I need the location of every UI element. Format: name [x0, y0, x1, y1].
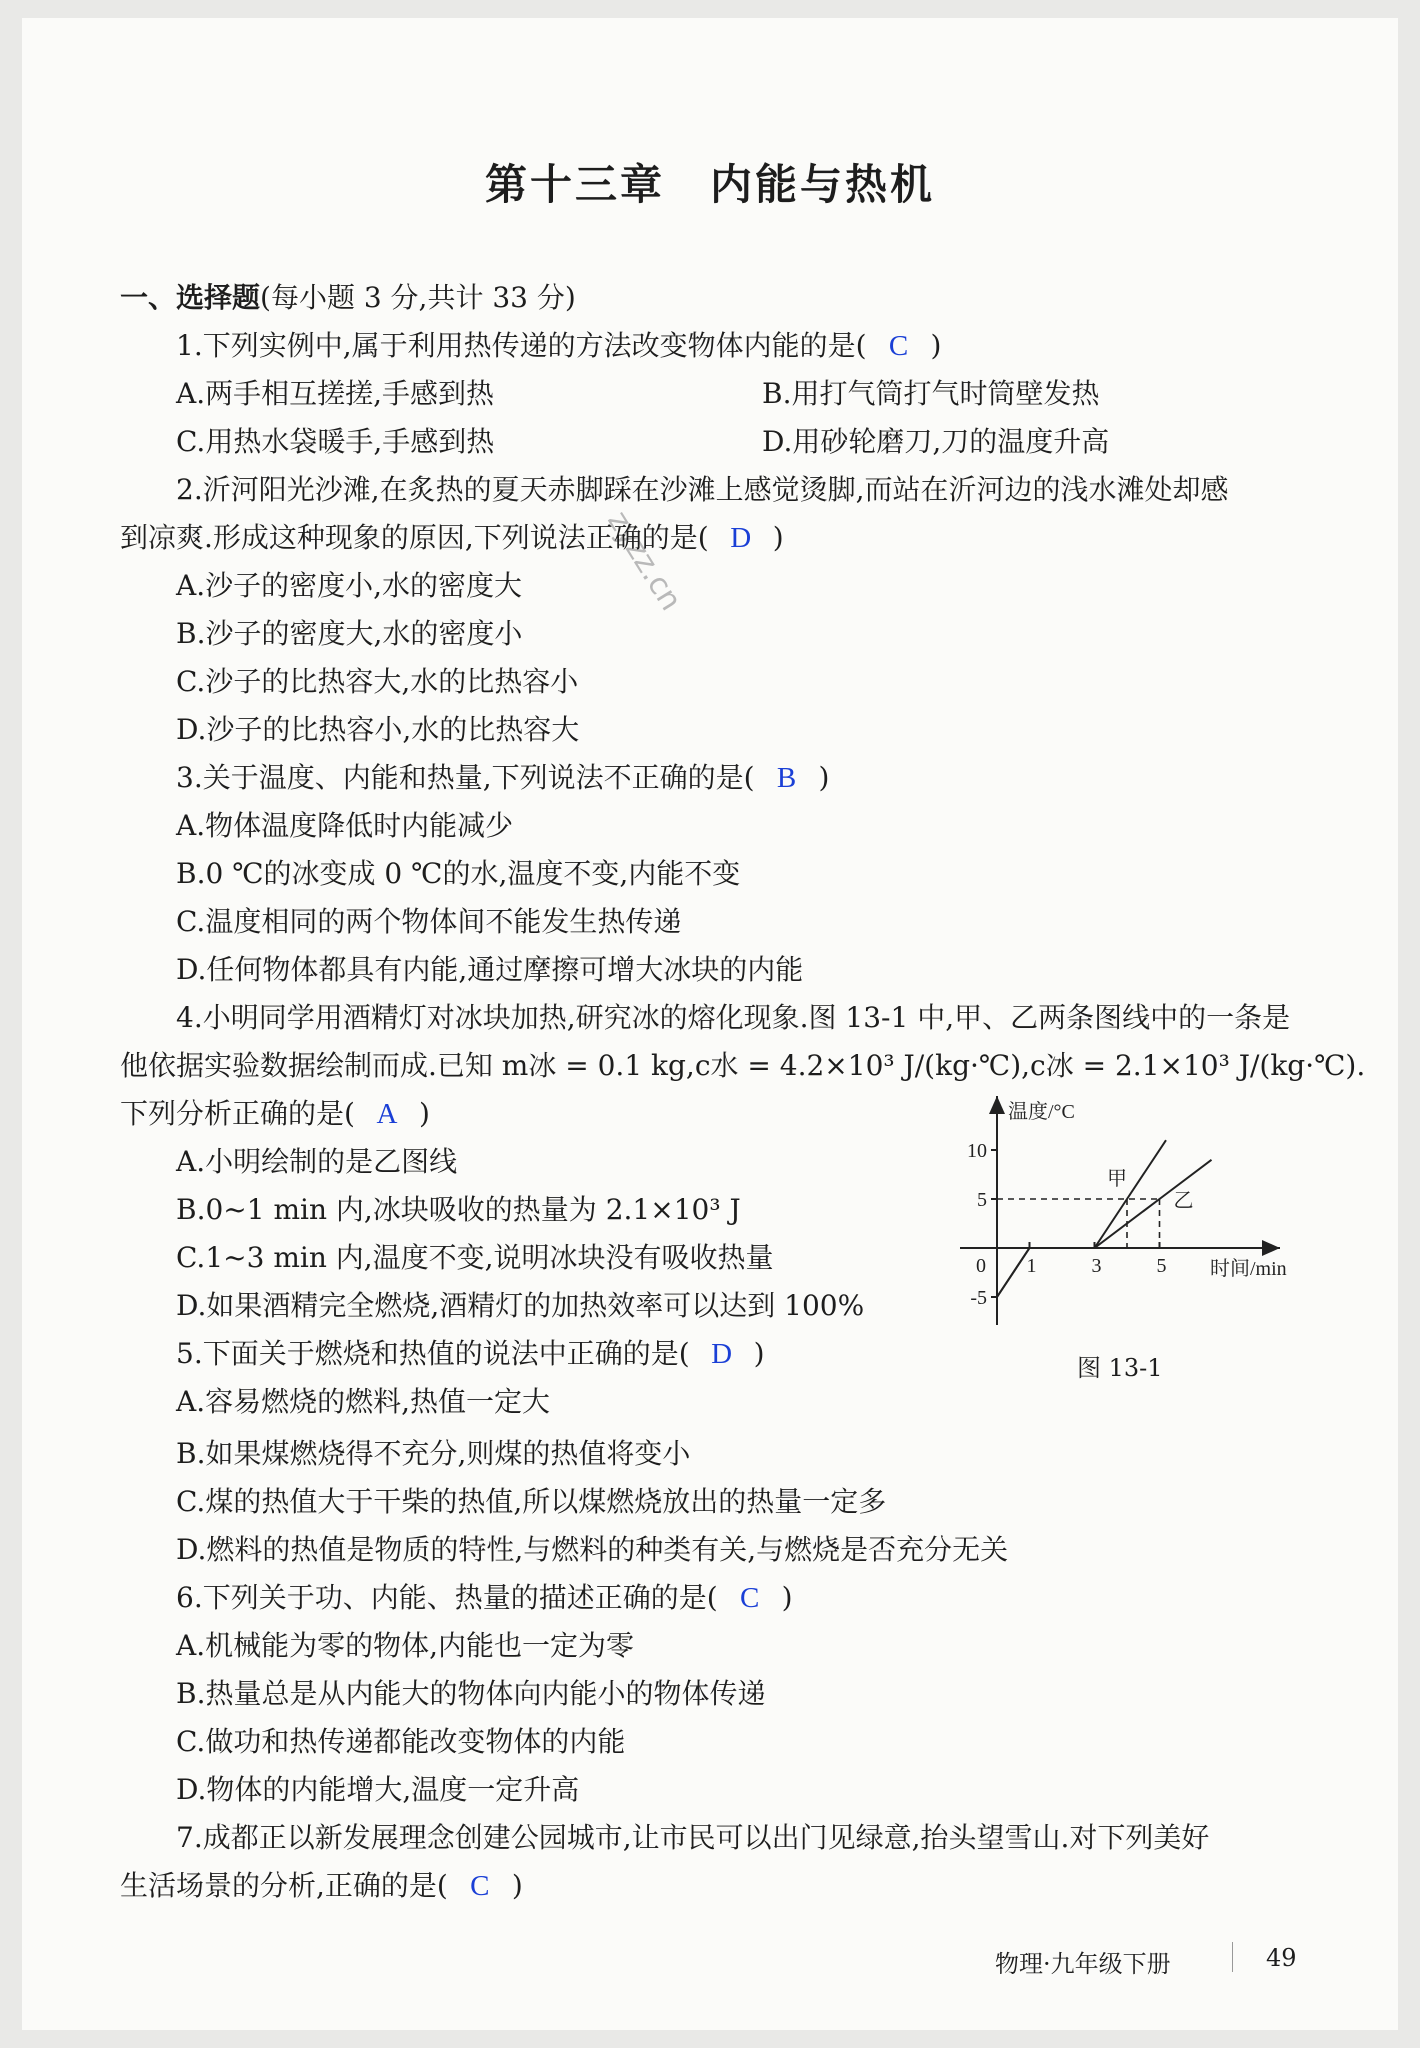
question-5-stem	[176, 1334, 765, 1374]
series-line-1	[997, 1140, 1166, 1297]
question-7-stem-line1: 7.成都正以新发展理念创建公园城市,让市民可以出门见绿意,抬头望雪山.对下列美好	[176, 1821, 1210, 1854]
question-4-stem-line2: 他依据实验数据绘制而成.已知 m冰 = 0.1 kg,c水 = 4.2×10³ J/(kg·℃),c冰 = 2.1×10³ J/(kg·℃).	[120, 1049, 1366, 1082]
q1-option-a: A.两手相互搓搓,手感到热	[176, 377, 495, 410]
paren-close: )	[781, 1581, 793, 1614]
question-text: 生活场景的分析,正确的是(	[120, 1869, 448, 1902]
footer-divider	[1232, 1942, 1233, 1972]
q2-option-a: A.沙子的密度小,水的密度大	[176, 569, 523, 602]
question-2-stem-line1: 2.沂河阳光沙滩,在炙热的夏天赤脚踩在沙滩上感觉烫脚,而站在沂河边的浅水滩处却感	[176, 473, 1229, 506]
x-tick-label: 1	[1026, 1255, 1037, 1277]
answer-mark: D	[711, 1338, 733, 1370]
answer-mark: D	[730, 522, 752, 554]
paren-close: )	[511, 1869, 523, 1902]
q6-option-c: C.做功和热传递都能改变物体的内能	[176, 1725, 626, 1758]
question-text: 6.下列关于功、内能、热量的描述正确的是(	[176, 1581, 718, 1614]
question-text: 1.下列实例中,属于利用热传递的方法改变物体内能的是(	[176, 329, 867, 362]
paren-close: )	[753, 1337, 765, 1370]
q1-option-c: C.用热水袋暖手,手感到热	[176, 425, 495, 458]
q1-option-b: B.用打气筒打气时筒壁发热	[762, 377, 1100, 410]
q2-option-d: D.沙子的比热容小,水的比热容大	[176, 713, 580, 746]
question-7-stem-line2	[120, 1866, 523, 1906]
q1-option-d: D.用砂轮磨刀,刀的温度升高	[762, 425, 1110, 458]
paren-close: )	[772, 521, 784, 554]
section-heading: 一、选择题	[120, 281, 261, 314]
q3-option-c: C.温度相同的两个物体间不能发生热传递	[176, 905, 682, 938]
paren-close: )	[418, 1097, 430, 1130]
y-tick-label: -5	[970, 1287, 987, 1309]
x-tick-label: 5	[1156, 1255, 1167, 1277]
q2-option-c: C.沙子的比热容大,水的比热容小	[176, 665, 579, 698]
y-axis-label: 温度/°C	[1008, 1101, 1075, 1123]
origin-label: 0	[976, 1255, 986, 1277]
q2-option-b: B.沙子的密度大,水的密度小	[176, 617, 523, 650]
y-tick-label: 10	[967, 1140, 987, 1162]
answer-mark: C	[470, 1870, 490, 1902]
guide-lines	[997, 1199, 1160, 1248]
q5-option-b: B.如果煤燃烧得不充分,则煤的热值将变小	[176, 1437, 691, 1470]
series-label-yi: 乙	[1173, 1190, 1194, 1212]
q4-option-d: D.如果酒精完全燃烧,酒精灯的加热效率可以达到 100%	[176, 1289, 865, 1322]
y-tick-label: 5	[977, 1189, 987, 1211]
section-note: (每小题 3 分,共计 33 分)	[260, 281, 576, 314]
figure-caption: 图 13-1	[1077, 1354, 1163, 1382]
q3-option-d: D.任何物体都具有内能,通过摩擦可增大冰块的内能	[176, 953, 804, 986]
footer-page-number: 49	[1266, 1944, 1297, 1972]
q5-option-d: D.燃料的热值是物质的特性,与燃料的种类有关,与燃烧是否充分无关	[176, 1533, 1009, 1566]
series-label-jia: 甲	[1107, 1168, 1127, 1190]
paren-close: )	[818, 761, 830, 794]
watermark-text: zyzz.cn	[600, 505, 689, 617]
footer-book-title: 物理·九年级下册	[995, 1950, 1171, 1978]
x-tick-label: 3	[1091, 1255, 1102, 1277]
question-text: 下列分析正确的是(	[120, 1097, 355, 1130]
q3-option-b: B.0 ℃的冰变成 0 ℃的水,温度不变,内能不变	[176, 857, 741, 890]
question-3-stem	[176, 758, 829, 798]
q3-option-a: A.物体温度降低时内能减少	[176, 809, 514, 842]
question-text: 3.关于温度、内能和热量,下列说法不正确的是(	[176, 761, 755, 794]
chapter-title: 第十三章 内能与热机	[484, 160, 935, 209]
question-2-stem-line2	[120, 518, 784, 558]
question-1-stem	[176, 326, 941, 366]
q6-option-a: A.机械能为零的物体,内能也一定为零	[176, 1629, 635, 1662]
q4-option-b: B.0~1 min 内,冰块吸收的热量为 2.1×10³ J	[176, 1193, 741, 1226]
temperature-time-graph	[940, 1090, 1300, 1340]
question-4-stem-line1: 4.小明同学用酒精灯对冰块加热,研究冰的熔化现象.图 13-1 中,甲、乙两条图线中的一条是	[176, 1001, 1291, 1034]
q5-option-c: C.煤的热值大于干柴的热值,所以煤燃烧放出的热量一定多	[176, 1485, 887, 1518]
q4-option-a: A.小明绘制的是乙图线	[176, 1145, 458, 1178]
q6-option-d: D.物体的内能增大,温度一定升高	[176, 1773, 580, 1806]
q6-option-b: B.热量总是从内能大的物体向内能小的物体传递	[176, 1677, 766, 1710]
section-heading-line	[120, 278, 576, 318]
answer-mark: C	[739, 1582, 760, 1614]
question-6-stem	[176, 1578, 793, 1618]
answer-mark: A	[376, 1098, 398, 1130]
q5-option-a: A.容易燃烧的燃料,热值一定大	[176, 1385, 551, 1418]
answer-mark: C	[888, 330, 909, 362]
x-axis-label: 时间/min	[1210, 1258, 1287, 1280]
answer-mark: B	[776, 762, 797, 794]
question-text: 到凉爽.形成这种现象的原因,下列说法正确的是(	[120, 521, 709, 554]
question-4-stem-line3	[120, 1094, 430, 1134]
question-text: 5.下面关于燃烧和热值的说法中正确的是(	[176, 1337, 690, 1370]
paren-close: )	[930, 329, 942, 362]
q4-option-c: C.1~3 min 内,温度不变,说明冰块没有吸收热量	[176, 1241, 774, 1274]
